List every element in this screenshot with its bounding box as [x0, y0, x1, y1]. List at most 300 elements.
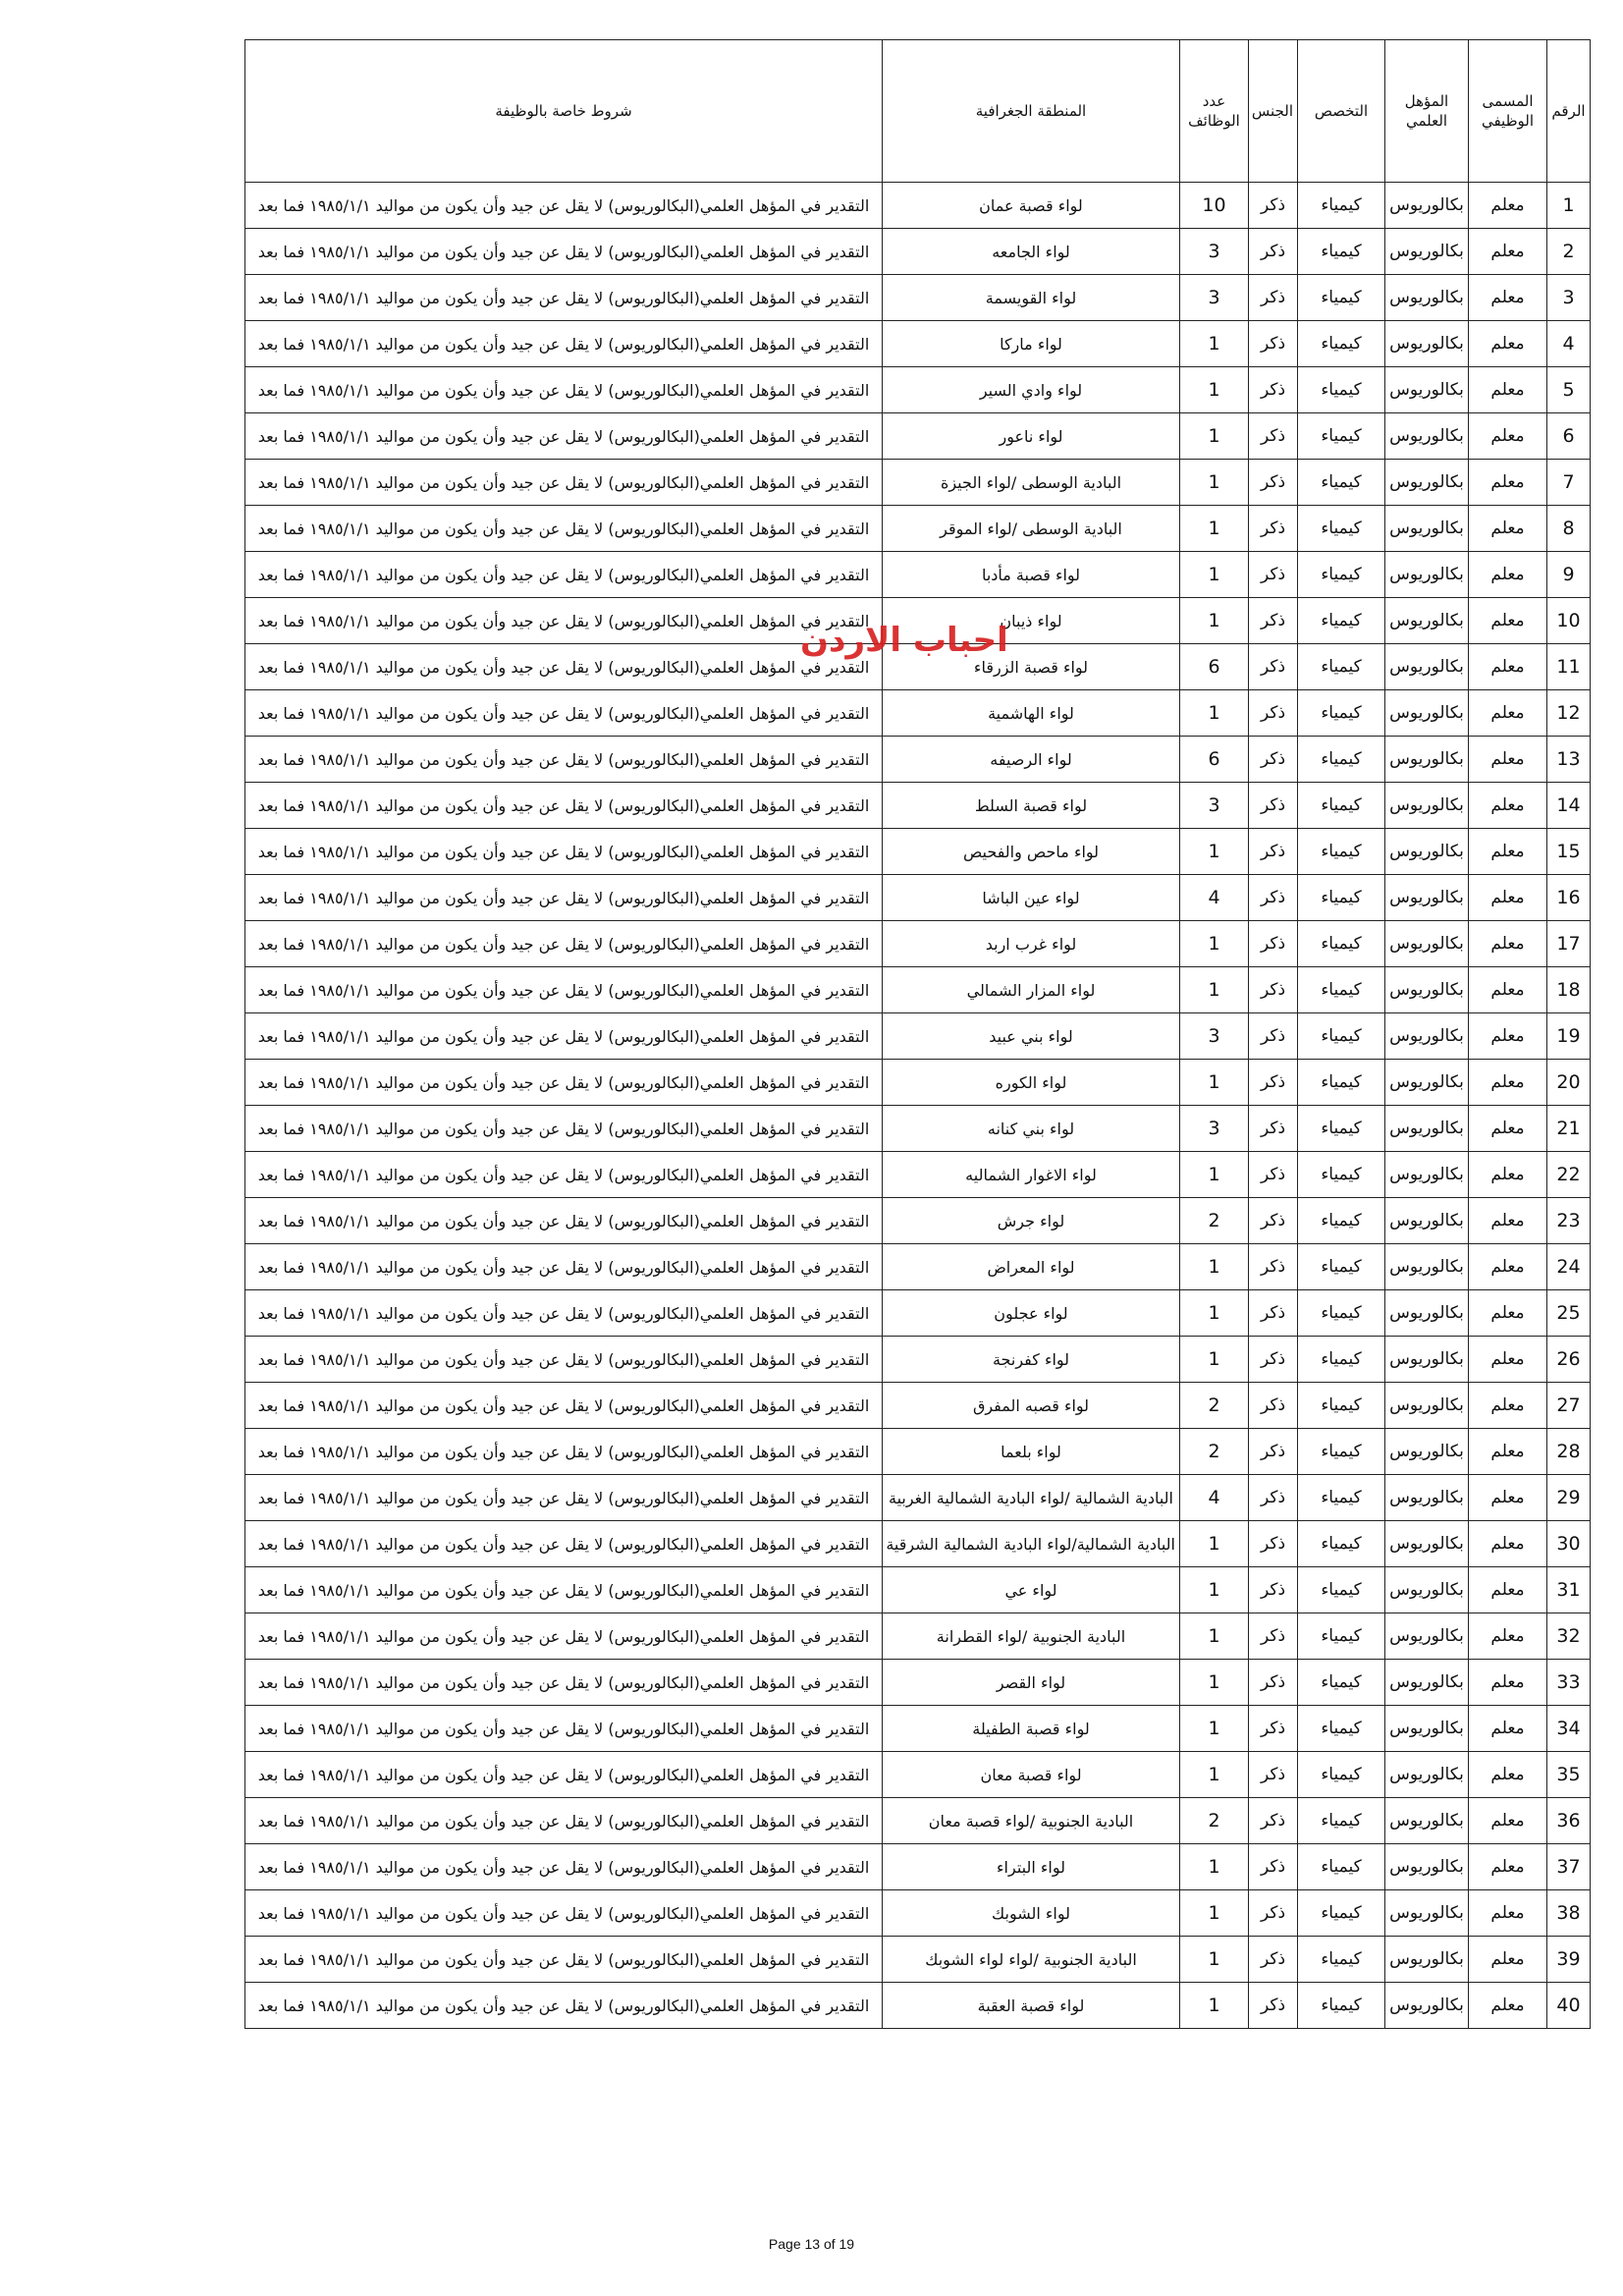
cell-conditions: التقدير في المؤهل العلمي(البكالوريوس) لا يقل عن جيد وأن يكون من مواليد ١٩٨٥/١/١ فما بعد [245, 690, 883, 737]
cell-num: 1 [1547, 183, 1591, 229]
cell-job-title: معلم [1469, 1937, 1547, 1983]
cell-num: 29 [1547, 1475, 1591, 1521]
cell-conditions: التقدير في المؤهل العلمي(البكالوريوس) لا يقل عن جيد وأن يكون من مواليد ١٩٨٥/١/١ فما بعد [245, 783, 883, 829]
cell-major: كيمياء [1298, 1060, 1385, 1106]
cell-job-title: معلم [1469, 783, 1547, 829]
cell-region: لواء قصبة عمان [883, 183, 1180, 229]
cell-conditions: التقدير في المؤهل العلمي(البكالوريوس) لا يقل عن جيد وأن يكون من مواليد ١٩٨٥/١/١ فما بعد [245, 1106, 883, 1152]
table-row [245, 1798, 1591, 1844]
cell-qualification: بكالوريوس [1385, 460, 1469, 506]
cell-region: لواء عي [883, 1567, 1180, 1613]
cell-job-title: معلم [1469, 1383, 1547, 1429]
cell-num: 9 [1547, 552, 1591, 598]
cell-qualification: بكالوريوس [1385, 1798, 1469, 1844]
cell-qualification: بكالوريوس [1385, 1613, 1469, 1660]
cell-region: لواء الرصيفه [883, 737, 1180, 783]
table-row [245, 875, 1591, 921]
cell-count: 1 [1180, 829, 1249, 875]
cell-count: 1 [1180, 1844, 1249, 1890]
cell-major: كيمياء [1298, 967, 1385, 1013]
header-conditions: شروط خاصة بالوظيفة [245, 40, 883, 183]
cell-region: لواء قصبة الزرقاء [883, 644, 1180, 690]
cell-count: 1 [1180, 598, 1249, 644]
cell-qualification: بكالوريوس [1385, 1198, 1469, 1244]
cell-qualification: بكالوريوس [1385, 783, 1469, 829]
cell-num: 11 [1547, 644, 1591, 690]
cell-count: 3 [1180, 229, 1249, 275]
cell-num: 25 [1547, 1290, 1591, 1337]
cell-major: كيمياء [1298, 690, 1385, 737]
header-qualification: المؤهل العلمي [1385, 40, 1469, 183]
cell-conditions: التقدير في المؤهل العلمي(البكالوريوس) لا يقل عن جيد وأن يكون من مواليد ١٩٨٥/١/١ فما بعد [245, 1244, 883, 1290]
cell-qualification: بكالوريوس [1385, 737, 1469, 783]
cell-job-title: معلم [1469, 183, 1547, 229]
cell-major: كيمياء [1298, 737, 1385, 783]
cell-major: كيمياء [1298, 1937, 1385, 1983]
cell-region: لواء غرب اربد [883, 921, 1180, 967]
cell-conditions: التقدير في المؤهل العلمي(البكالوريوس) لا يقل عن جيد وأن يكون من مواليد ١٩٨٥/١/١ فما بعد [245, 1890, 883, 1937]
cell-job-title: معلم [1469, 1844, 1547, 1890]
cell-conditions: التقدير في المؤهل العلمي(البكالوريوس) لا يقل عن جيد وأن يكون من مواليد ١٩٨٥/١/١ فما بعد [245, 875, 883, 921]
cell-job-title: معلم [1469, 460, 1547, 506]
cell-region: لواء كفرنجة [883, 1337, 1180, 1383]
cell-gender: ذكر [1249, 690, 1298, 737]
cell-gender: ذكر [1249, 1337, 1298, 1383]
cell-gender: ذكر [1249, 598, 1298, 644]
cell-major: كيمياء [1298, 1844, 1385, 1890]
table-row [245, 1752, 1591, 1798]
cell-region: لواء بلعما [883, 1429, 1180, 1475]
cell-major: كيمياء [1298, 1198, 1385, 1244]
cell-count: 1 [1180, 1521, 1249, 1567]
header-job-title: المسمى الوظيفي [1469, 40, 1547, 183]
cell-gender: ذكر [1249, 1613, 1298, 1660]
cell-region: البادية الوسطى /لواء الجيزة [883, 460, 1180, 506]
table-row [245, 1337, 1591, 1383]
cell-major: كيمياء [1298, 183, 1385, 229]
cell-conditions: التقدير في المؤهل العلمي(البكالوريوس) لا يقل عن جيد وأن يكون من مواليد ١٩٨٥/١/١ فما بعد [245, 460, 883, 506]
cell-gender: ذكر [1249, 1521, 1298, 1567]
cell-gender: ذكر [1249, 737, 1298, 783]
cell-num: 20 [1547, 1060, 1591, 1106]
cell-job-title: معلم [1469, 1660, 1547, 1706]
cell-region: لواء القويسمة [883, 275, 1180, 321]
cell-count: 1 [1180, 1337, 1249, 1383]
cell-conditions: التقدير في المؤهل العلمي(البكالوريوس) لا يقل عن جيد وأن يكون من مواليد ١٩٨٥/١/١ فما بعد [245, 1429, 883, 1475]
cell-job-title: معلم [1469, 275, 1547, 321]
cell-major: كيمياء [1298, 598, 1385, 644]
cell-num: 14 [1547, 783, 1591, 829]
cell-job-title: معلم [1469, 1152, 1547, 1198]
cell-region: لواء قصبة معان [883, 1752, 1180, 1798]
cell-gender: ذكر [1249, 1013, 1298, 1060]
cell-job-title: معلم [1469, 229, 1547, 275]
cell-region: لواء المزار الشمالي [883, 967, 1180, 1013]
cell-conditions: التقدير في المؤهل العلمي(البكالوريوس) لا يقل عن جيد وأن يكون من مواليد ١٩٨٥/١/١ فما بعد [245, 413, 883, 460]
cell-conditions: التقدير في المؤهل العلمي(البكالوريوس) لا يقل عن جيد وأن يكون من مواليد ١٩٨٥/١/١ فما بعد [245, 1844, 883, 1890]
cell-job-title: معلم [1469, 506, 1547, 552]
cell-num: 36 [1547, 1798, 1591, 1844]
table-row [245, 1937, 1591, 1983]
cell-qualification: بكالوريوس [1385, 598, 1469, 644]
cell-conditions: التقدير في المؤهل العلمي(البكالوريوس) لا يقل عن جيد وأن يكون من مواليد ١٩٨٥/١/١ فما بعد [245, 552, 883, 598]
cell-major: كيمياء [1298, 229, 1385, 275]
cell-region: البادية الجنوبية /لواء لواء الشوبك [883, 1937, 1180, 1983]
cell-major: كيمياء [1298, 1798, 1385, 1844]
cell-num: 38 [1547, 1890, 1591, 1937]
cell-num: 8 [1547, 506, 1591, 552]
cell-major: كيمياء [1298, 321, 1385, 367]
table-row [245, 1613, 1591, 1660]
cell-qualification: بكالوريوس [1385, 1983, 1469, 2029]
cell-qualification: بكالوريوس [1385, 367, 1469, 413]
cell-count: 1 [1180, 1290, 1249, 1337]
cell-region: لواء الاغوار الشماليه [883, 1152, 1180, 1198]
table-row [245, 1660, 1591, 1706]
cell-num: 2 [1547, 229, 1591, 275]
cell-job-title: معلم [1469, 829, 1547, 875]
cell-job-title: معلم [1469, 1429, 1547, 1475]
cell-conditions: التقدير في المؤهل العلمي(البكالوريوس) لا يقل عن جيد وأن يكون من مواليد ١٩٨٥/١/١ فما بعد [245, 1660, 883, 1706]
cell-major: كيمياء [1298, 1660, 1385, 1706]
cell-region: لواء بني كنانه [883, 1106, 1180, 1152]
cell-count: 1 [1180, 460, 1249, 506]
cell-conditions: التقدير في المؤهل العلمي(البكالوريوس) لا يقل عن جيد وأن يكون من مواليد ١٩٨٥/١/١ فما بعد [245, 921, 883, 967]
cell-region: لواء الهاشمية [883, 690, 1180, 737]
cell-count: 1 [1180, 1613, 1249, 1660]
cell-job-title: معلم [1469, 1475, 1547, 1521]
table-body [245, 183, 1591, 2029]
page-number: Page 13 of 19 [768, 2236, 855, 2252]
cell-gender: ذكر [1249, 275, 1298, 321]
cell-num: 4 [1547, 321, 1591, 367]
table-row [245, 506, 1591, 552]
cell-num: 15 [1547, 829, 1591, 875]
cell-gender: ذكر [1249, 1983, 1298, 2029]
cell-job-title: معلم [1469, 1244, 1547, 1290]
cell-gender: ذكر [1249, 1429, 1298, 1475]
cell-num: 19 [1547, 1013, 1591, 1060]
cell-gender: ذكر [1249, 506, 1298, 552]
cell-major: كيمياء [1298, 1890, 1385, 1937]
cell-conditions: التقدير في المؤهل العلمي(البكالوريوس) لا يقل عن جيد وأن يكون من مواليد ١٩٨٥/١/١ فما بعد [245, 644, 883, 690]
cell-num: 18 [1547, 967, 1591, 1013]
cell-gender: ذكر [1249, 1844, 1298, 1890]
cell-gender: ذكر [1249, 1244, 1298, 1290]
cell-count: 2 [1180, 1383, 1249, 1429]
cell-gender: ذكر [1249, 783, 1298, 829]
cell-conditions: التقدير في المؤهل العلمي(البكالوريوس) لا يقل عن جيد وأن يكون من مواليد ١٩٨٥/١/١ فما بعد [245, 967, 883, 1013]
table-row [245, 1198, 1591, 1244]
table-row [245, 183, 1591, 229]
cell-major: كيمياء [1298, 506, 1385, 552]
cell-qualification: بكالوريوس [1385, 1244, 1469, 1290]
cell-major: كيمياء [1298, 1013, 1385, 1060]
cell-job-title: معلم [1469, 737, 1547, 783]
table-row [245, 321, 1591, 367]
cell-major: كيمياء [1298, 829, 1385, 875]
cell-job-title: معلم [1469, 598, 1547, 644]
cell-count: 1 [1180, 321, 1249, 367]
cell-qualification: بكالوريوس [1385, 506, 1469, 552]
cell-num: 5 [1547, 367, 1591, 413]
cell-qualification: بكالوريوس [1385, 1890, 1469, 1937]
cell-num: 27 [1547, 1383, 1591, 1429]
table-row [245, 1106, 1591, 1152]
watermark-text: احباب الاردن [800, 621, 1008, 660]
table-row [245, 829, 1591, 875]
cell-job-title: معلم [1469, 1706, 1547, 1752]
cell-major: كيمياء [1298, 1244, 1385, 1290]
cell-gender: ذكر [1249, 1752, 1298, 1798]
cell-gender: ذكر [1249, 1937, 1298, 1983]
cell-job-title: معلم [1469, 1521, 1547, 1567]
cell-count: 6 [1180, 737, 1249, 783]
cell-qualification: بكالوريوس [1385, 1844, 1469, 1890]
cell-gender: ذكر [1249, 1106, 1298, 1152]
cell-major: كيمياء [1298, 1290, 1385, 1337]
cell-qualification: بكالوريوس [1385, 690, 1469, 737]
cell-major: كيمياء [1298, 644, 1385, 690]
cell-qualification: بكالوريوس [1385, 275, 1469, 321]
cell-conditions: التقدير في المؤهل العلمي(البكالوريوس) لا يقل عن جيد وأن يكون من مواليد ١٩٨٥/١/١ فما بعد [245, 1152, 883, 1198]
cell-gender: ذكر [1249, 1383, 1298, 1429]
cell-region: البادية الوسطى /لواء الموقر [883, 506, 1180, 552]
cell-job-title: معلم [1469, 1613, 1547, 1660]
cell-count: 1 [1180, 1937, 1249, 1983]
cell-region: البادية الشمالية /لواء البادية الشمالية الغربية [883, 1475, 1180, 1521]
cell-num: 28 [1547, 1429, 1591, 1475]
table-row [245, 783, 1591, 829]
cell-qualification: بكالوريوس [1385, 1706, 1469, 1752]
cell-num: 35 [1547, 1752, 1591, 1798]
cell-region: لواء ماركا [883, 321, 1180, 367]
cell-qualification: بكالوريوس [1385, 1152, 1469, 1198]
cell-major: كيمياء [1298, 1475, 1385, 1521]
cell-job-title: معلم [1469, 690, 1547, 737]
cell-job-title: معلم [1469, 1013, 1547, 1060]
cell-job-title: معلم [1469, 1290, 1547, 1337]
cell-qualification: بكالوريوس [1385, 829, 1469, 875]
cell-conditions: التقدير في المؤهل العلمي(البكالوريوس) لا يقل عن جيد وأن يكون من مواليد ١٩٨٥/١/١ فما بعد [245, 506, 883, 552]
cell-num: 37 [1547, 1844, 1591, 1890]
table-row [245, 1983, 1591, 2029]
cell-gender: ذكر [1249, 321, 1298, 367]
table-row [245, 229, 1591, 275]
cell-job-title: معلم [1469, 875, 1547, 921]
cell-job-title: معلم [1469, 1060, 1547, 1106]
cell-qualification: بكالوريوس [1385, 875, 1469, 921]
cell-major: كيمياء [1298, 1983, 1385, 2029]
cell-major: كيمياء [1298, 460, 1385, 506]
cell-qualification: بكالوريوس [1385, 321, 1469, 367]
cell-conditions: التقدير في المؤهل العلمي(البكالوريوس) لا يقل عن جيد وأن يكون من مواليد ١٩٨٥/١/١ فما بعد [245, 829, 883, 875]
cell-conditions: التقدير في المؤهل العلمي(البكالوريوس) لا يقل عن جيد وأن يكون من مواليد ١٩٨٥/١/١ فما بعد [245, 1983, 883, 2029]
table-row [245, 1429, 1591, 1475]
cell-region: لواء قصبه المفرق [883, 1383, 1180, 1429]
cell-conditions: التقدير في المؤهل العلمي(البكالوريوس) لا يقل عن جيد وأن يكون من مواليد ١٩٨٥/١/١ فما بعد [245, 275, 883, 321]
cell-gender: ذكر [1249, 1060, 1298, 1106]
cell-count: 1 [1180, 1890, 1249, 1937]
cell-count: 1 [1180, 690, 1249, 737]
cell-region: لواء قصبة السلط [883, 783, 1180, 829]
header-count: عدد الوظائف [1180, 40, 1249, 183]
cell-major: كيمياء [1298, 1752, 1385, 1798]
cell-qualification: بكالوريوس [1385, 1660, 1469, 1706]
cell-region: لواء عين الباشا [883, 875, 1180, 921]
cell-count: 3 [1180, 783, 1249, 829]
table-row [245, 1290, 1591, 1337]
cell-conditions: التقدير في المؤهل العلمي(البكالوريوس) لا يقل عن جيد وأن يكون من مواليد ١٩٨٥/١/١ فما بعد [245, 183, 883, 229]
cell-count: 2 [1180, 1429, 1249, 1475]
cell-gender: ذكر [1249, 1198, 1298, 1244]
cell-qualification: بكالوريوس [1385, 1337, 1469, 1383]
cell-conditions: التقدير في المؤهل العلمي(البكالوريوس) لا يقل عن جيد وأن يكون من مواليد ١٩٨٥/١/١ فما بعد [245, 1521, 883, 1567]
cell-conditions: التقدير في المؤهل العلمي(البكالوريوس) لا يقل عن جيد وأن يكون من مواليد ١٩٨٥/١/١ فما بعد [245, 1706, 883, 1752]
cell-region: لواء قصبة العقبة [883, 1983, 1180, 2029]
table-row [245, 1013, 1591, 1060]
table-row [245, 737, 1591, 783]
cell-gender: ذكر [1249, 1890, 1298, 1937]
cell-job-title: معلم [1469, 1198, 1547, 1244]
table-row [245, 1567, 1591, 1613]
cell-qualification: بكالوريوس [1385, 1106, 1469, 1152]
cell-qualification: بكالوريوس [1385, 1429, 1469, 1475]
cell-job-title: معلم [1469, 1567, 1547, 1613]
cell-conditions: التقدير في المؤهل العلمي(البكالوريوس) لا يقل عن جيد وأن يكون من مواليد ١٩٨٥/١/١ فما بعد [245, 367, 883, 413]
cell-qualification: بكالوريوس [1385, 1567, 1469, 1613]
cell-num: 12 [1547, 690, 1591, 737]
cell-count: 1 [1180, 1567, 1249, 1613]
table-row [245, 552, 1591, 598]
cell-region: لواء ذيبان [883, 598, 1180, 644]
cell-job-title: معلم [1469, 967, 1547, 1013]
cell-num: 30 [1547, 1521, 1591, 1567]
cell-job-title: معلم [1469, 367, 1547, 413]
header-gender: الجنس [1249, 40, 1298, 183]
cell-region: لواء قصبة مأدبا [883, 552, 1180, 598]
table-row [245, 275, 1591, 321]
table-row [245, 1706, 1591, 1752]
cell-qualification: بكالوريوس [1385, 644, 1469, 690]
cell-num: 6 [1547, 413, 1591, 460]
cell-num: 7 [1547, 460, 1591, 506]
table-row [245, 1244, 1591, 1290]
cell-qualification: بكالوريوس [1385, 413, 1469, 460]
cell-region: لواء ناعور [883, 413, 1180, 460]
cell-job-title: معلم [1469, 921, 1547, 967]
table-row [245, 367, 1591, 413]
cell-conditions: التقدير في المؤهل العلمي(البكالوريوس) لا يقل عن جيد وأن يكون من مواليد ١٩٨٥/١/١ فما بعد [245, 1567, 883, 1613]
cell-region: لواء الكوره [883, 1060, 1180, 1106]
cell-count: 1 [1180, 1706, 1249, 1752]
table-row [245, 1152, 1591, 1198]
table-row [245, 1844, 1591, 1890]
cell-qualification: بكالوريوس [1385, 1475, 1469, 1521]
table-header-row [245, 40, 1591, 183]
table-row [245, 921, 1591, 967]
cell-num: 16 [1547, 875, 1591, 921]
cell-major: كيمياء [1298, 1613, 1385, 1660]
cell-count: 1 [1180, 1660, 1249, 1706]
table-row [245, 1890, 1591, 1937]
cell-count: 1 [1180, 1060, 1249, 1106]
cell-count: 3 [1180, 1106, 1249, 1152]
cell-gender: ذكر [1249, 413, 1298, 460]
cell-gender: ذكر [1249, 1475, 1298, 1521]
cell-region: البادية الشمالية/لواء البادية الشمالية الشرقية [883, 1521, 1180, 1567]
cell-major: كيمياء [1298, 1152, 1385, 1198]
cell-region: لواء جرش [883, 1198, 1180, 1244]
cell-count: 1 [1180, 506, 1249, 552]
cell-major: كيمياء [1298, 552, 1385, 598]
cell-major: كيمياء [1298, 1521, 1385, 1567]
cell-gender: ذكر [1249, 1567, 1298, 1613]
cell-count: 3 [1180, 275, 1249, 321]
cell-gender: ذكر [1249, 1152, 1298, 1198]
cell-gender: ذكر [1249, 829, 1298, 875]
cell-gender: ذكر [1249, 1290, 1298, 1337]
cell-job-title: معلم [1469, 1752, 1547, 1798]
table-row [245, 1521, 1591, 1567]
cell-gender: ذكر [1249, 552, 1298, 598]
cell-region: لواء المعراض [883, 1244, 1180, 1290]
cell-conditions: التقدير في المؤهل العلمي(البكالوريوس) لا يقل عن جيد وأن يكون من مواليد ١٩٨٥/١/١ فما بعد [245, 1290, 883, 1337]
cell-region: لواء وادي السير [883, 367, 1180, 413]
cell-region: لواء قصبة الطفيلة [883, 1706, 1180, 1752]
cell-qualification: بكالوريوس [1385, 1521, 1469, 1567]
jobs-table [244, 39, 1591, 2029]
cell-num: 40 [1547, 1983, 1591, 2029]
cell-count: 2 [1180, 1798, 1249, 1844]
cell-major: كيمياء [1298, 1337, 1385, 1383]
cell-num: 34 [1547, 1706, 1591, 1752]
table-row [245, 1475, 1591, 1521]
cell-count: 1 [1180, 1152, 1249, 1198]
cell-major: كيمياء [1298, 1706, 1385, 1752]
cell-qualification: بكالوريوس [1385, 967, 1469, 1013]
cell-num: 33 [1547, 1660, 1591, 1706]
cell-count: 1 [1180, 367, 1249, 413]
table-row [245, 967, 1591, 1013]
cell-major: كيمياء [1298, 275, 1385, 321]
cell-num: 31 [1547, 1567, 1591, 1613]
cell-conditions: التقدير في المؤهل العلمي(البكالوريوس) لا يقل عن جيد وأن يكون من مواليد ١٩٨٥/١/١ فما بعد [245, 1060, 883, 1106]
cell-gender: ذكر [1249, 1660, 1298, 1706]
table-row [245, 1383, 1591, 1429]
cell-num: 24 [1547, 1244, 1591, 1290]
cell-count: 1 [1180, 1244, 1249, 1290]
cell-qualification: بكالوريوس [1385, 921, 1469, 967]
cell-qualification: بكالوريوس [1385, 552, 1469, 598]
cell-conditions: التقدير في المؤهل العلمي(البكالوريوس) لا يقل عن جيد وأن يكون من مواليد ١٩٨٥/١/١ فما بعد [245, 598, 883, 644]
cell-count: 1 [1180, 1752, 1249, 1798]
cell-major: كيمياء [1298, 875, 1385, 921]
cell-count: 1 [1180, 967, 1249, 1013]
cell-num: 13 [1547, 737, 1591, 783]
cell-region: لواء الجامعه [883, 229, 1180, 275]
cell-conditions: التقدير في المؤهل العلمي(البكالوريوس) لا يقل عن جيد وأن يكون من مواليد ١٩٨٥/١/١ فما بعد [245, 1798, 883, 1844]
cell-conditions: التقدير في المؤهل العلمي(البكالوريوس) لا يقل عن جيد وأن يكون من مواليد ١٩٨٥/١/١ فما بعد [245, 737, 883, 783]
cell-conditions: التقدير في المؤهل العلمي(البكالوريوس) لا يقل عن جيد وأن يكون من مواليد ١٩٨٥/١/١ فما بعد [245, 1013, 883, 1060]
cell-major: كيمياء [1298, 1106, 1385, 1152]
cell-major: كيمياء [1298, 1383, 1385, 1429]
cell-gender: ذكر [1249, 921, 1298, 967]
cell-region: لواء ماحص والفحيص [883, 829, 1180, 875]
cell-count: 6 [1180, 644, 1249, 690]
cell-region: لواء البتراء [883, 1844, 1180, 1890]
table-row [245, 1060, 1591, 1106]
